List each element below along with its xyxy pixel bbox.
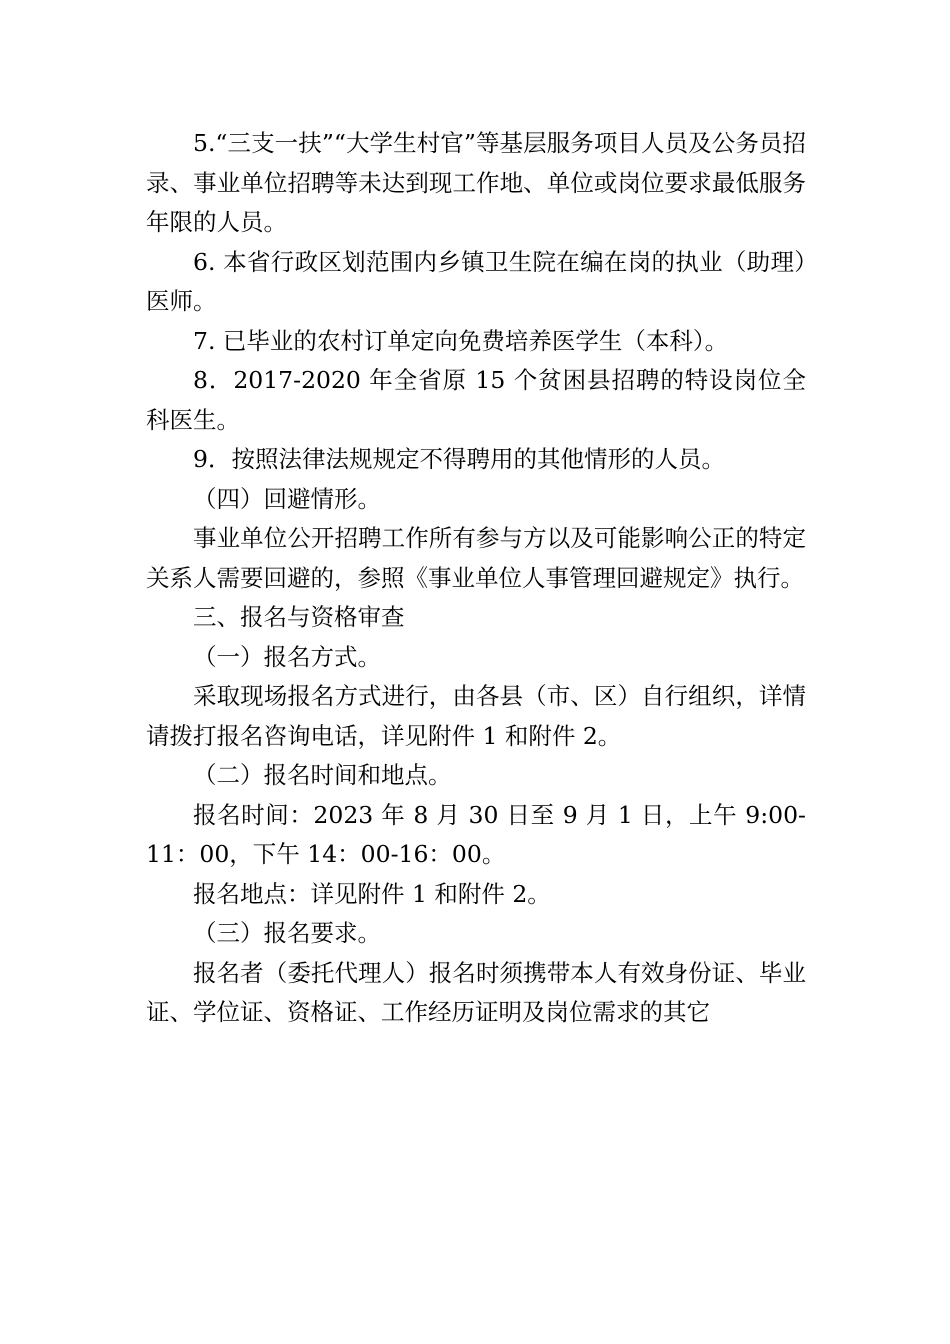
paragraph-item-9: 9．按照法律法规规定不得聘用的其他情形的人员。 xyxy=(193,445,725,473)
subheading-registration-method: （一）报名方式。 xyxy=(193,642,381,671)
subheading-time-place: （二）报名时间和地点。 xyxy=(193,761,452,789)
paragraph-item-6: 6. 本省行政区划范围内乡镇卫生院在编在岗的执业（助理）医师。 xyxy=(146,247,806,315)
paragraph-registration-time: 报名时间：2023 年 8 月 30 日至 9 月 1 日，上午 9:00-11：00，下午 14：00-16：00。 xyxy=(146,800,806,868)
paragraph-item-7: 7. 已毕业的农村订单定向免费培养医学生（本科）。 xyxy=(193,326,729,355)
subheading-requirements: （三）报名要求。 xyxy=(193,919,381,947)
paragraph-registration-method: 采取现场报名方式进行，由各县（市、区）自行组织，详情请拨打报名咨询电话，详见附件 1 和附件 2。 xyxy=(146,682,806,750)
paragraph-item-5: 5.“三支一扶”“大学生村官”等基层服务项目人员及公务员招录、事业单位招聘等未达到现工作地、单位或岗位要求最低服务年限的人员。 xyxy=(146,129,806,236)
paragraph-avoidance-rule: 事业单位公开招聘工作所有参与方以及可能影响公正的特定关系人需要回避的，参照《事业单位人事管理回避规定》执行。 xyxy=(146,524,806,592)
subheading-avoidance: （四）回避情形。 xyxy=(193,484,381,513)
paragraph-requirements: 报名者（委托代理人）报名时须携带本人有效身份证、毕业证、学位证、资格证、工作经历证明及岗位需求的其它 xyxy=(146,958,806,1026)
document-body xyxy=(146,124,806,1033)
section-heading-registration: 三、报名与资格审查 xyxy=(193,603,405,631)
paragraph-registration-place: 报名地点：详见附件 1 和附件 2。 xyxy=(193,879,551,908)
paragraph-item-8: 8．2017-2020 年全省原 15 个贫困县招聘的特设岗位全科医生。 xyxy=(146,366,806,434)
